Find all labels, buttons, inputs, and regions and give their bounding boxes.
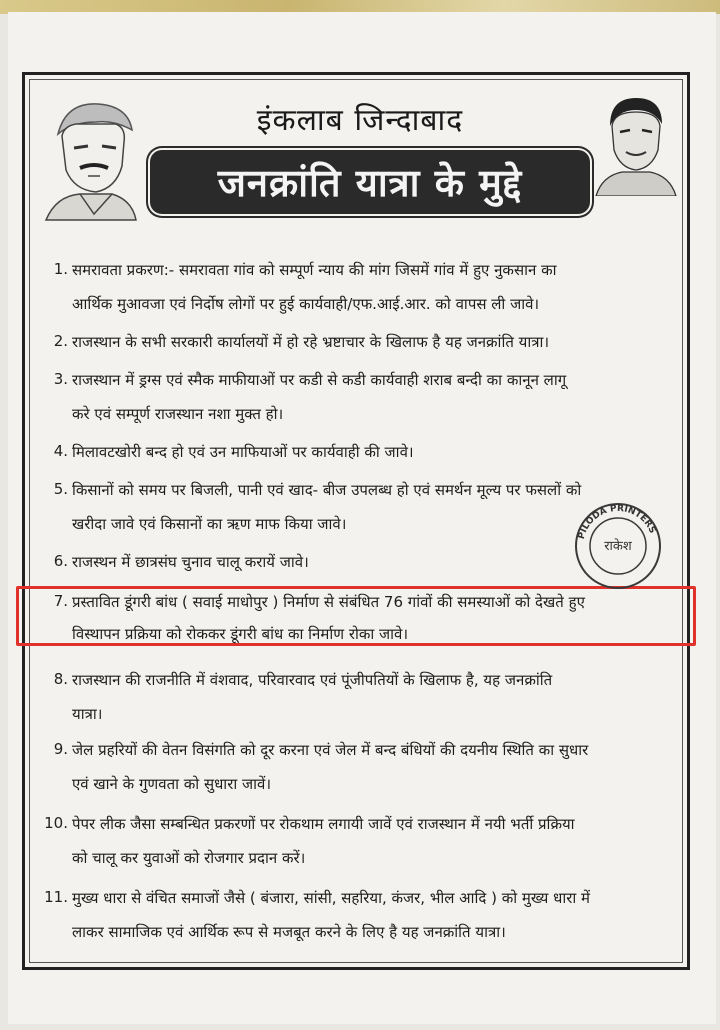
- item-text-line: प्रस्तावित डूंगरी बांध ( सवाई माधोपुर ) निर्माण से संबंधित 76 गांवों की समस्याओं को देखते हुए: [72, 593, 585, 611]
- item-text-line: राजस्थान में ड्रग्स एवं स्मैक माफीयाओं पर कडी से कडी कार्यवाही शराब बन्दी का कानून लागू: [72, 371, 567, 389]
- item-number: 5.: [53, 480, 68, 498]
- item-text-line: आर्थिक मुआवजा एवं निर्दोष लोगों पर हुई कार्यवाही/एफ.आई.आर. को वापस ली जावे।: [72, 295, 540, 313]
- slogan-heading: इंकलाब जिन्दाबाद: [256, 103, 464, 138]
- item-number: 1.: [53, 260, 68, 278]
- item-text-line: मिलावटखोरी बन्द हो एवं उन माफियाओं पर कार्यवाही की जावे।: [72, 443, 414, 461]
- item-text-line: राजस्थन में छात्रसंघ चुनाव चालू करायें जावे।: [72, 553, 309, 571]
- portrait-right-image: [592, 92, 678, 196]
- item-number: 3.: [53, 370, 68, 388]
- item-text-line: विस्थापन प्रक्रिया को रोककर डूंगरी बांध का निर्माण रोका जावे।: [72, 625, 409, 643]
- item-text-line: मुख्य धारा से वंचित समाजों जैसे ( बंजारा, सांसी, सहरिया, कंजर, भील आदि ) को मुख्य धारा में: [72, 889, 591, 907]
- item-text-line: समरावता प्रकरण:- समरावता गांव को सम्पूर्ण न्याय की मांग जिसमें गांव में हुए नुकसान का: [72, 261, 557, 279]
- stamp-ring-text: PILODA PRINTERS: [576, 503, 658, 541]
- page-title: जनक्रांति यात्रा के मुद्दे: [217, 161, 523, 205]
- item-number: 7.: [53, 592, 68, 610]
- item-text-line: पेपर लीक जैसा सम्बन्धित प्रकरणों पर रोकथाम लगायी जावें एवं राजस्थान में नयी भर्ती प्रक्रिया: [72, 815, 575, 833]
- item-text-line: यात्रा।: [72, 705, 103, 723]
- stamp-name: राकेश: [604, 539, 632, 554]
- item-text-line: किसानों को समय पर बिजली, पानी एवं खाद- बीज उपलब्ध हो एवं समर्थन मूल्य पर फसलों को: [72, 481, 582, 499]
- item-number: 4.: [53, 442, 68, 460]
- highlight-box: [16, 586, 696, 646]
- item-number: 9.: [53, 740, 68, 758]
- title-banner: [150, 150, 590, 214]
- item-number: 6.: [53, 552, 68, 570]
- item-text-line: एवं खाने के गुणवता को सुधारा जावें।: [72, 775, 272, 793]
- item-number: 10.: [44, 814, 68, 832]
- item-text-line: राजस्थान के सभी सरकारी कार्यालयों में हो रहे भ्रष्टाचार के खिलाफ है यह जनक्रांति यात्रा।: [72, 333, 550, 351]
- svg-text:PILODA PRINTERS: [577, 504, 658, 540]
- item-text-line: खरीदा जावे एवं किसानों का ऋण माफ किया जावे।: [72, 515, 347, 533]
- portrait-left-image: [36, 96, 140, 226]
- printer-stamp: [572, 500, 664, 592]
- item-text-line: जेल प्रहरियों की वेतन विसंगति को दूर करना एवं जेल में बन्द बंधियों की दयनीय स्थिति का सुधार: [72, 741, 589, 759]
- item-number: 11.: [44, 888, 68, 906]
- item-text-line: करे एवं सम्पूर्ण राजस्थान नशा मुक्त हो।: [72, 405, 284, 423]
- item-text-line: को चालू कर युवाओं को रोजगार प्रदान करें।: [72, 849, 306, 867]
- item-number: 8.: [53, 670, 68, 688]
- item-text-line: लाकर सामाजिक एवं आर्थिक रूप से मजबूत करने के लिए है यह जनक्रांति यात्रा।: [72, 923, 506, 941]
- item-number: 2.: [53, 332, 68, 350]
- item-text-line: राजस्थान की राजनीति में वंशवाद, परिवारवाद एवं पूंजीपतियों के खिलाफ है, यह जनक्रांति: [72, 671, 553, 689]
